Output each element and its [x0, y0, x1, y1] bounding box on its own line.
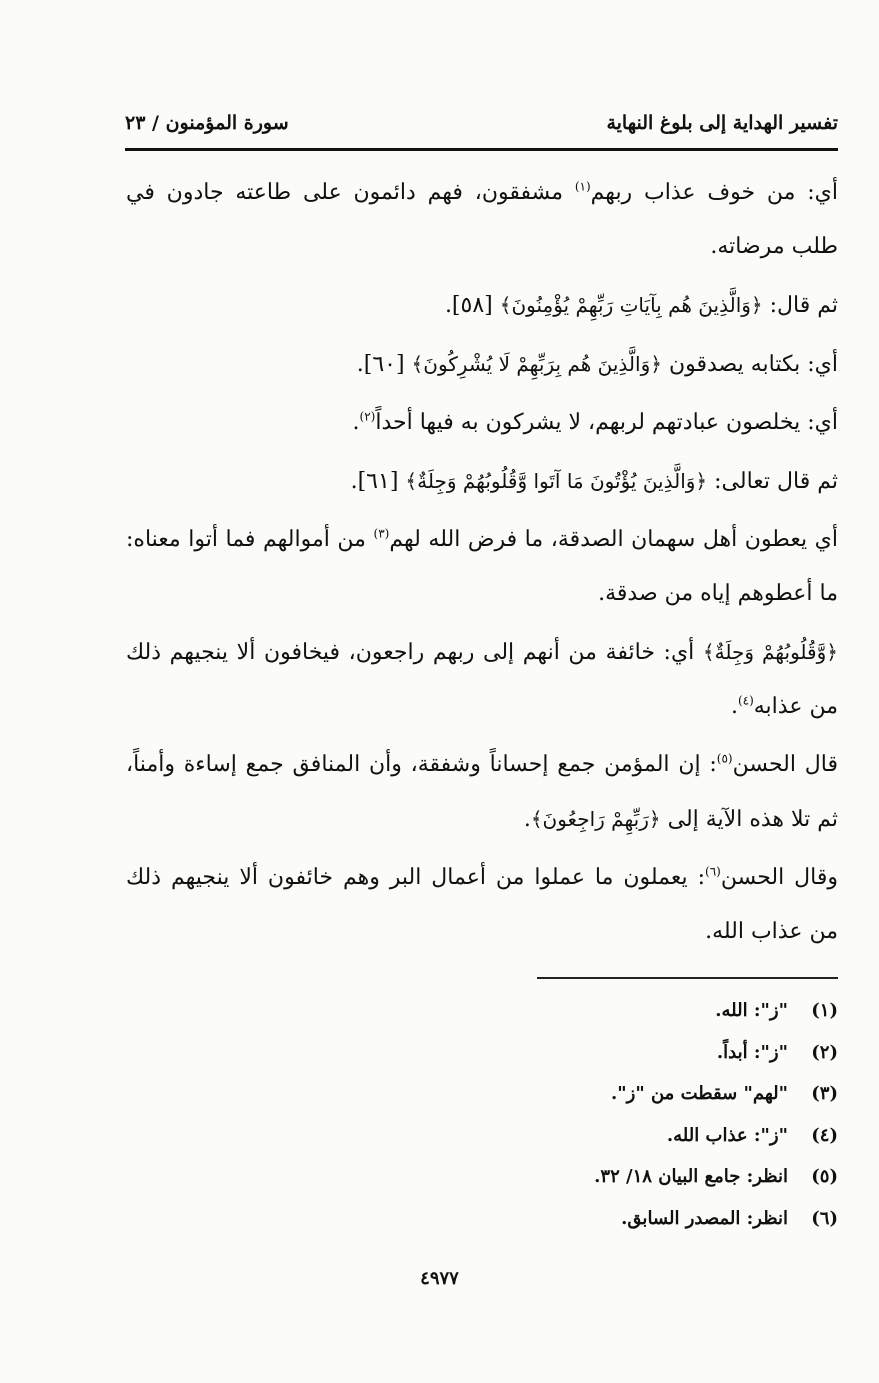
quran-verse: ﴿وَّقُلُوبُهُمْ وَجِلَةٌ﴾ — [702, 640, 838, 664]
paragraph-6 — [126, 513, 838, 621]
footnote-text: "ز": الله. — [715, 1000, 788, 1021]
text-run: أي يعطون أهل سهمان الصدقة، ما فرض الله لهم — [389, 527, 838, 552]
footnote-text: "ز": عذاب الله. — [666, 1124, 788, 1146]
text-run: ثم قال: — [762, 293, 838, 318]
footnote-number: (٢) — [811, 1041, 838, 1063]
footnote-rule — [537, 977, 838, 979]
footnote-text: "لهم" سقطت من "ز". — [610, 1083, 788, 1104]
footnote-ref: (١) — [574, 179, 591, 194]
footnote-number: (١) — [811, 1000, 838, 1021]
paragraph-1 — [126, 166, 838, 274]
text-run: أي: بكتابه يصدقون — [661, 352, 838, 377]
footnote-text: انظر: جامع البيان ١٨/ ٣٢. — [594, 1166, 788, 1187]
text-run: . — [730, 694, 738, 719]
footnote-ref: (٦) — [705, 864, 721, 879]
paragraph-5 — [126, 454, 838, 509]
quran-verse: ﴿وَالَّذِينَ هُم بِآيَاتِ رَبِّهِمْ يُؤْمِنُونَ﴾ — [499, 293, 763, 317]
text-run: أي: خائفة من أنهم إلى ربهم راجعون، فيخافون ألا ينجيهم ذلك من عذابه — [126, 640, 838, 719]
paragraph-2 — [126, 278, 838, 333]
text-run: . — [523, 807, 531, 832]
footnotes — [400, 1000, 838, 1249]
text-run: مشفقون، فهم دائمون على طاعته جادون في طلب مرضاته. — [126, 180, 838, 259]
footnote-text: انظر: المصدر السابق. — [621, 1207, 788, 1229]
footnote-ref: (٥) — [716, 751, 733, 766]
text-run: أي: من خوف عذاب ربهم — [590, 180, 838, 205]
verse-number: [٥٨]. — [444, 293, 500, 318]
paragraph-7 — [126, 625, 838, 734]
footnote-number: (٥) — [811, 1166, 838, 1187]
footnote-2 — [400, 1042, 838, 1084]
quran-verse: ﴿وَالَّذِينَ يُؤْتُونَ مَا آتَوا وَّقُلُوبُهُمْ وَجِلَةٌ﴾ — [405, 469, 708, 493]
verse-number: [٦١]. — [350, 469, 406, 494]
footnote-4 — [400, 1125, 838, 1167]
text-run: من أموالهم فما أتوا معناه: ما أعطوهم إياه من صدقة. — [126, 527, 838, 606]
text-run: أي: يخلصون عبادتهم لربهم، لا يشركون به فيها أحداً — [375, 410, 838, 435]
text-run: وقال الحسن — [720, 865, 838, 890]
paragraph-9 — [126, 851, 838, 959]
body-text — [126, 166, 838, 959]
footnote-ref: (٢) — [359, 409, 376, 424]
footnote-text: "ز": أبداً. — [716, 1041, 788, 1063]
text-run: : يعملون ما عملوا من أعمال البر وهم خائفون ألا ينجيهم ذلك من عذاب الله. — [126, 865, 838, 944]
book-title: تفسير الهداية إلى بلوغ النهاية — [606, 112, 838, 134]
footnote-number: (٦) — [811, 1207, 838, 1229]
footnote-6 — [400, 1208, 838, 1250]
text-run: . — [352, 410, 360, 435]
verse-number: [٦٠]. — [356, 352, 412, 377]
footnote-3 — [400, 1083, 838, 1125]
paragraph-8 — [126, 738, 838, 847]
footnote-number: (٤) — [811, 1124, 838, 1146]
footnote-1 — [400, 1000, 838, 1042]
text-run: : إن المؤمن جمع إحساناً وشفقة، وأن المنافق جمع إساءة وأمناً، ثم تلا هذه الآية إلى — [126, 752, 838, 832]
text-run: قال الحسن — [732, 752, 838, 777]
paragraph-3 — [126, 337, 838, 392]
quran-verse: ﴿وَالَّذِينَ هُم بِرَبِّهِمْ لَا يُشْرِكُونَ﴾ — [411, 352, 662, 376]
page-number: ٤٩٧٧ — [420, 1268, 459, 1289]
paragraph-4 — [126, 396, 838, 450]
footnote-ref: (٣) — [373, 526, 390, 541]
footnote-number: (٣) — [811, 1083, 838, 1104]
surah-label: سورة المؤمنون / ٢٣ — [125, 112, 289, 134]
quran-verse: ﴿رَبِّهِمْ رَاجِعُونَ﴾ — [530, 807, 661, 831]
header-rule — [125, 148, 838, 151]
running-header — [125, 112, 838, 146]
footnote-ref: (٤) — [737, 693, 754, 708]
footnote-5 — [400, 1166, 838, 1208]
text-run: ثم قال تعالى: — [707, 469, 838, 494]
